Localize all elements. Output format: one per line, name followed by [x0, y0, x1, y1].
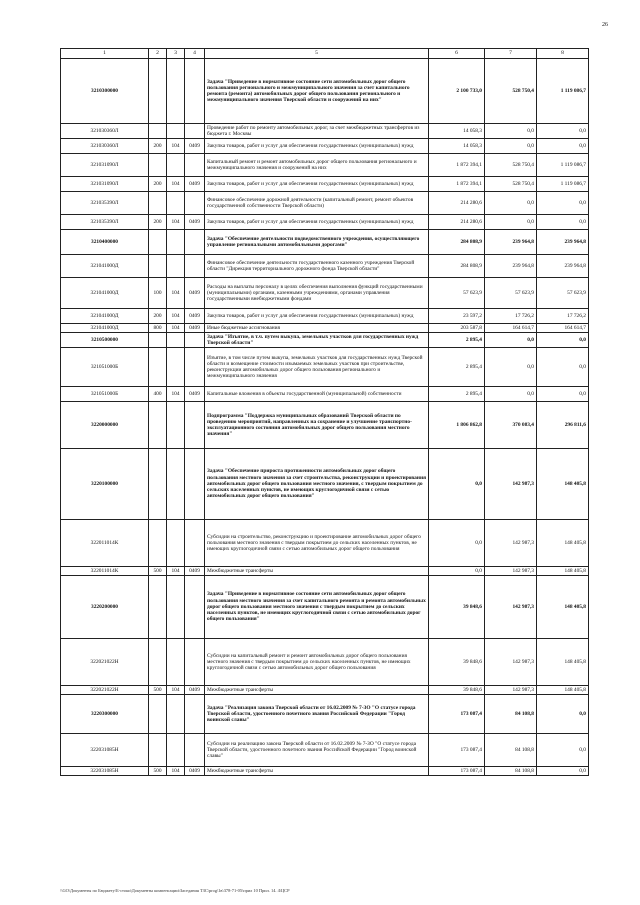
section-cell: 0409 — [185, 278, 205, 309]
amount-2026-cell: 148 405,8 — [537, 520, 589, 567]
row-description-cell: Задача "Приведение в нормативное состояние сети автомобильных дорог общего пользования местного значения за счет капитального ремонта и ремонта автомобильных дорог общего пользования местного значения с твердым покрытием до сельских населенных пунктов, не имеющих круглогодичной связи с сетью автомобильных дорог общего пользования" — [205, 576, 429, 639]
row-description-cell: Субсидии на строительство, реконструкцию и проектирование автомобильных дорог общего пользования местного значения с твердым покрытием до сельских населенных пунктов, не имеющих круглогодичной связи с сетью автомобильных дорог общего пользования — [205, 520, 429, 567]
expense-type-cell — [149, 192, 167, 215]
section-cell — [185, 734, 205, 767]
amount-2024-cell: 39 848,6 — [429, 686, 485, 695]
row-code-cell: 3210500000 — [61, 333, 149, 348]
ministry-cell — [167, 520, 185, 567]
amount-2026-cell: 0,0 — [537, 124, 589, 139]
table-row — [61, 278, 589, 309]
expense-type-cell: 200 — [149, 215, 167, 230]
section-cell: 0409 — [185, 139, 205, 154]
amount-2025-cell: 142 987,3 — [485, 576, 537, 639]
amount-2025-cell: 84 108,8 — [485, 767, 537, 776]
table-row — [61, 387, 589, 402]
amount-2025-cell: 0,0 — [485, 124, 537, 139]
section-cell — [185, 59, 205, 124]
row-code-cell: 322021022Н — [61, 639, 149, 686]
section-cell — [185, 520, 205, 567]
amount-2025-cell: 239 964,8 — [485, 255, 537, 278]
table-row — [61, 449, 589, 520]
ministry-cell: 104 — [167, 309, 185, 324]
expense-type-cell — [149, 59, 167, 124]
amount-2024-cell: 39 848,6 — [429, 576, 485, 639]
section-cell — [185, 124, 205, 139]
ministry-cell — [167, 255, 185, 278]
row-code-cell: 321041000Д — [61, 278, 149, 309]
amount-2025-cell: 57 623,9 — [485, 278, 537, 309]
ministry-cell — [167, 192, 185, 215]
amount-2025-cell: 0,0 — [485, 387, 537, 402]
row-description-cell: Подпрограмма "Поддержка муниципальных образований Тверской области по проведению мероприятий, направленных на сохранение и улучшение транспортно-эксплуатационного состояния автомобильных дорог общего пользования местного значения" — [205, 402, 429, 449]
expense-type-cell: 500 — [149, 686, 167, 695]
expense-type-cell — [149, 154, 167, 177]
table-row — [61, 59, 589, 124]
amount-2026-cell: 239 964,8 — [537, 230, 589, 255]
section-cell — [185, 255, 205, 278]
ministry-cell — [167, 639, 185, 686]
table-row — [61, 215, 589, 230]
table-row — [61, 348, 589, 387]
amount-2026-cell: 296 811,6 — [537, 402, 589, 449]
amount-2026-cell: 0,0 — [537, 695, 589, 734]
row-code-cell: 322011014К — [61, 520, 149, 567]
section-cell — [185, 230, 205, 255]
ministry-cell: 104 — [167, 387, 185, 402]
table-row — [61, 695, 589, 734]
table-row — [61, 255, 589, 278]
amount-2024-cell: 57 623,9 — [429, 278, 485, 309]
expense-type-cell — [149, 124, 167, 139]
row-description-cell: Межбюджетные трансферты — [205, 567, 429, 576]
header-cell: 7 — [485, 49, 537, 59]
ministry-cell — [167, 449, 185, 520]
table-row — [61, 520, 589, 567]
amount-2024-cell: 0,0 — [429, 449, 485, 520]
file-path-footer: \\GO\Документы по Бюджету\Б-стоки\Документы компенсации\Заседания ТЗС\prog\1в\378-71-05\прил 10 Прил. 14. 4\ЦСР — [60, 888, 290, 893]
table-row — [61, 154, 589, 177]
amount-2025-cell: 142 987,3 — [485, 449, 537, 520]
expense-type-cell — [149, 402, 167, 449]
table-row — [61, 576, 589, 639]
section-cell — [185, 449, 205, 520]
expense-type-cell: 800 — [149, 324, 167, 333]
row-description-cell: Задача "Изъятие, в т.ч. путем выкупа, земельных участков для государственных нужд Тверской области" — [205, 333, 429, 348]
row-code-cell: 321041000Д — [61, 324, 149, 333]
row-description-cell: Финансовое обеспечение деятельности государственного казенного учреждения Тверской области "Дирекция территориального дорожного фонда Тверской области" — [205, 255, 429, 278]
header-cell: 2 — [149, 49, 167, 59]
amount-2026-cell: 0,0 — [537, 139, 589, 154]
page-number: 26 — [602, 22, 608, 28]
amount-2026-cell: 239 964,8 — [537, 255, 589, 278]
ministry-cell — [167, 576, 185, 639]
row-description-cell: Закупка товаров, работ и услуг для обеспечения государственных (муниципальных) нужд — [205, 215, 429, 230]
amount-2025-cell: 0,0 — [485, 139, 537, 154]
row-description-cell: Задача "Обеспечение прироста протяженности автомобильных дорог общего пользования местного значения за счет строительства, реконструкции и проектирования автомобильных дорог общего пользования местного значения, с твердым покрытием до сельских населенных пунктов, не имеющих круглогодичной связи с сетью автомобильных дорог общего пользования" — [205, 449, 429, 520]
header-cell: 3 — [167, 49, 185, 59]
amount-2025-cell: 142 987,3 — [485, 567, 537, 576]
header-cell: 6 — [429, 49, 485, 59]
amount-2025-cell: 84 108,8 — [485, 695, 537, 734]
section-cell: 0409 — [185, 215, 205, 230]
expense-type-cell — [149, 576, 167, 639]
amount-2026-cell: 148 405,8 — [537, 686, 589, 695]
row-code-cell: 321035390Л — [61, 215, 149, 230]
row-description-cell: Изъятие, в том числе путем выкупа, земельных участков для государственных нужд Тверской области и возмещение стоимости изымаемых земельных участков при строительстве, реконструкции автомобильных дорог общего пользования регионального и межмуниципального значения — [205, 348, 429, 387]
expense-type-cell — [149, 520, 167, 567]
row-code-cell: 321041000Д — [61, 255, 149, 278]
expense-type-cell: 200 — [149, 177, 167, 192]
row-code-cell: 321051000Б — [61, 348, 149, 387]
table-row — [61, 402, 589, 449]
table-row — [61, 324, 589, 333]
amount-2024-cell: 2 100 733,0 — [429, 59, 485, 124]
row-description-cell: Капитальный ремонт и ремонт автомобильных дорог общего пользования регионального и межмуниципального значения и сооружений на них — [205, 154, 429, 177]
amount-2024-cell: 39 848,6 — [429, 639, 485, 686]
amount-2026-cell: 148 405,8 — [537, 449, 589, 520]
amount-2026-cell: 148 405,8 — [537, 639, 589, 686]
expense-type-cell: 100 — [149, 278, 167, 309]
expense-type-cell: 500 — [149, 567, 167, 576]
amount-2025-cell: 370 083,4 — [485, 402, 537, 449]
expense-type-cell: 500 — [149, 767, 167, 776]
ministry-cell — [167, 695, 185, 734]
section-cell — [185, 192, 205, 215]
table-row — [61, 767, 589, 776]
section-cell — [185, 348, 205, 387]
amount-2024-cell: 173 087,4 — [429, 767, 485, 776]
amount-2026-cell: 1 119 086,7 — [537, 177, 589, 192]
expense-type-cell — [149, 348, 167, 387]
row-code-cell: 3210400000 — [61, 230, 149, 255]
amount-2024-cell: 14 058,3 — [429, 139, 485, 154]
amount-2026-cell: 0,0 — [537, 215, 589, 230]
table-row — [61, 333, 589, 348]
row-code-cell: 321041000Д — [61, 309, 149, 324]
ministry-cell — [167, 348, 185, 387]
row-description-cell: Иные бюджетные ассигнования — [205, 324, 429, 333]
section-cell: 0409 — [185, 767, 205, 776]
table-row — [61, 192, 589, 215]
ministry-cell: 104 — [167, 215, 185, 230]
row-description-cell: Закупка товаров, работ и услуг для обеспечения государственных (муниципальных) нужд — [205, 309, 429, 324]
row-code-cell: 321051000Б — [61, 387, 149, 402]
amount-2024-cell: 2 895,4 — [429, 387, 485, 402]
row-code-cell: 3220200000 — [61, 576, 149, 639]
row-code-cell: 321030360Л — [61, 139, 149, 154]
amount-2026-cell: 0,0 — [537, 767, 589, 776]
header-cell: 1 — [61, 49, 149, 59]
row-description-cell: Субсидии на капитальный ремонт и ремонт автомобильных дорог общего пользования местного значения с твердым покрытием до сельских населенных пунктов, не имеющих круглогодичной связи с сетью автомобильных дорог общего пользования — [205, 639, 429, 686]
row-description-cell: Задача "Реализация закона Тверской области от 16.02.2009 № 7-ЗО "О статусе города Тверской области, удостоенного почетного звания Российской Федерации "Город воинской славы" — [205, 695, 429, 734]
section-cell: 0409 — [185, 387, 205, 402]
row-code-cell: 321030360Л — [61, 124, 149, 139]
amount-2024-cell: 214 280,6 — [429, 215, 485, 230]
row-description-cell: Межбюджетные трансферты — [205, 686, 429, 695]
table-row — [61, 734, 589, 767]
expense-type-cell — [149, 639, 167, 686]
amount-2024-cell: 284 808,9 — [429, 230, 485, 255]
amount-2025-cell: 17 726,2 — [485, 309, 537, 324]
header-cell: 5 — [205, 49, 429, 59]
amount-2024-cell: 2 895,4 — [429, 348, 485, 387]
expense-type-cell — [149, 255, 167, 278]
amount-2025-cell: 164 614,7 — [485, 324, 537, 333]
header-cell: 8 — [537, 49, 589, 59]
ministry-cell — [167, 333, 185, 348]
amount-2026-cell: 148 405,8 — [537, 576, 589, 639]
amount-2024-cell: 14 058,3 — [429, 124, 485, 139]
row-description-cell: Субсидии на реализацию закона Тверской области от 16.02.2009 № 7-ЗО "О статусе города Тверской области, удостоенного почетного звания Российской Федерации "Город воинской славы" — [205, 734, 429, 767]
ministry-cell: 104 — [167, 686, 185, 695]
ministry-cell — [167, 154, 185, 177]
amount-2025-cell: 142 987,3 — [485, 520, 537, 567]
section-cell: 0409 — [185, 567, 205, 576]
ministry-cell — [167, 734, 185, 767]
amount-2026-cell: 0,0 — [537, 192, 589, 215]
amount-2026-cell: 148 405,8 — [537, 567, 589, 576]
section-cell — [185, 154, 205, 177]
table-row — [61, 230, 589, 255]
table-row — [61, 639, 589, 686]
amount-2024-cell: 23 597,2 — [429, 309, 485, 324]
expense-type-cell: 200 — [149, 139, 167, 154]
row-description-cell: Межбюджетные трансферты — [205, 767, 429, 776]
table-row — [61, 686, 589, 695]
row-code-cell: 3220300000 — [61, 695, 149, 734]
section-cell: 0409 — [185, 309, 205, 324]
ministry-cell — [167, 124, 185, 139]
table-row — [61, 124, 589, 139]
row-description-cell: Проведение работ по ремонту автомобильных дорог, за счет межбюджетных трансфертов из бюджета г. Москвы — [205, 124, 429, 139]
ministry-cell: 104 — [167, 278, 185, 309]
amount-2025-cell: 528 750,4 — [485, 177, 537, 192]
amount-2025-cell: 239 964,8 — [485, 230, 537, 255]
amount-2026-cell: 1 119 086,7 — [537, 154, 589, 177]
amount-2024-cell: 1 872 394,1 — [429, 154, 485, 177]
amount-2024-cell: 214 280,6 — [429, 192, 485, 215]
table-row — [61, 139, 589, 154]
amount-2025-cell: 84 108,8 — [485, 734, 537, 767]
expense-type-cell — [149, 230, 167, 255]
table-row — [61, 567, 589, 576]
amount-2024-cell: 1 872 394,1 — [429, 177, 485, 192]
amount-2026-cell: 0,0 — [537, 734, 589, 767]
header-cell: 4 — [185, 49, 205, 59]
amount-2026-cell: 1 119 086,7 — [537, 59, 589, 124]
section-cell: 0409 — [185, 686, 205, 695]
ministry-cell: 104 — [167, 767, 185, 776]
amount-2024-cell: 0,0 — [429, 520, 485, 567]
section-cell — [185, 576, 205, 639]
expense-type-cell: 400 — [149, 387, 167, 402]
section-cell — [185, 333, 205, 348]
row-description-cell: Финансовое обеспечение дорожной деятельности (капитальный ремонт, ремонт объектов государственной собственности Тверской области) — [205, 192, 429, 215]
row-description-cell: Закупка товаров, работ и услуг для обеспечения государственных (муниципальных) нужд — [205, 139, 429, 154]
section-cell — [185, 639, 205, 686]
amount-2025-cell: 0,0 — [485, 348, 537, 387]
row-code-cell: 321031090Л — [61, 154, 149, 177]
table-row — [61, 309, 589, 324]
row-description-cell: Расходы на выплаты персоналу в целях обеспечения выполнения функций государственными (муниципальными) органами, казенными учреждениями, органами управления государственными внебюджетными фондами — [205, 278, 429, 309]
amount-2024-cell: 173 087,4 — [429, 734, 485, 767]
amount-2025-cell: 0,0 — [485, 333, 537, 348]
amount-2024-cell: 203 587,8 — [429, 324, 485, 333]
expense-type-cell: 200 — [149, 309, 167, 324]
amount-2024-cell: 173 087,4 — [429, 695, 485, 734]
amount-2025-cell: 528 750,4 — [485, 154, 537, 177]
section-cell: 0409 — [185, 177, 205, 192]
row-description-cell: Капитальные вложения в объекты государственной (муниципальной) собственности — [205, 387, 429, 402]
section-cell — [185, 695, 205, 734]
ministry-cell — [167, 230, 185, 255]
expense-type-cell — [149, 449, 167, 520]
amount-2026-cell: 164 614,7 — [537, 324, 589, 333]
ministry-cell: 104 — [167, 177, 185, 192]
ministry-cell: 104 — [167, 324, 185, 333]
amount-2024-cell: 0,0 — [429, 567, 485, 576]
amount-2025-cell: 0,0 — [485, 215, 537, 230]
row-code-cell: 3210300000 — [61, 59, 149, 124]
section-cell: 0409 — [185, 324, 205, 333]
section-cell — [185, 402, 205, 449]
row-code-cell: 322031085Н — [61, 767, 149, 776]
row-description-cell: Задача "Приведение в нормативное состояние сети автомобильных дорог общего пользования регионального и межмуниципального значения за счет капитального ремонта (ремонта) автомобильных дорог общего пользования регионального и межмуниципального значения Тверской области и сооружений на них" — [205, 59, 429, 124]
amount-2026-cell: 57 623,9 — [537, 278, 589, 309]
amount-2025-cell: 0,0 — [485, 192, 537, 215]
amount-2024-cell: 1 806 862,8 — [429, 402, 485, 449]
amount-2025-cell: 142 987,3 — [485, 639, 537, 686]
expense-type-cell — [149, 333, 167, 348]
row-description-cell: Закупка товаров, работ и услуг для обеспечения государственных (муниципальных) нужд — [205, 177, 429, 192]
row-code-cell: 321035390Л — [61, 192, 149, 215]
table-row — [61, 177, 589, 192]
row-code-cell: 3220000000 — [61, 402, 149, 449]
amount-2024-cell: 2 895,4 — [429, 333, 485, 348]
row-description-cell: Задача "Обеспечение деятельности подведомственного учреждения, осуществляющего управление региональными автомобильными дорогами" — [205, 230, 429, 255]
expense-type-cell — [149, 695, 167, 734]
amount-2026-cell: 0,0 — [537, 387, 589, 402]
amount-2026-cell: 0,0 — [537, 333, 589, 348]
row-code-cell: 322031085Н — [61, 734, 149, 767]
ministry-cell: 104 — [167, 139, 185, 154]
amount-2025-cell: 528 750,4 — [485, 59, 537, 124]
ministry-cell — [167, 402, 185, 449]
row-code-cell: 321031090Л — [61, 177, 149, 192]
amount-2026-cell: 0,0 — [537, 348, 589, 387]
header-row — [61, 49, 589, 59]
expense-type-cell — [149, 734, 167, 767]
amount-2025-cell: 142 987,3 — [485, 686, 537, 695]
row-code-cell: 322021022Н — [61, 686, 149, 695]
ministry-cell — [167, 59, 185, 124]
row-code-cell: 3220100000 — [61, 449, 149, 520]
budget-table — [60, 48, 589, 776]
ministry-cell: 104 — [167, 567, 185, 576]
amount-2026-cell: 17 726,2 — [537, 309, 589, 324]
row-code-cell: 322011014К — [61, 567, 149, 576]
amount-2024-cell: 284 808,9 — [429, 255, 485, 278]
